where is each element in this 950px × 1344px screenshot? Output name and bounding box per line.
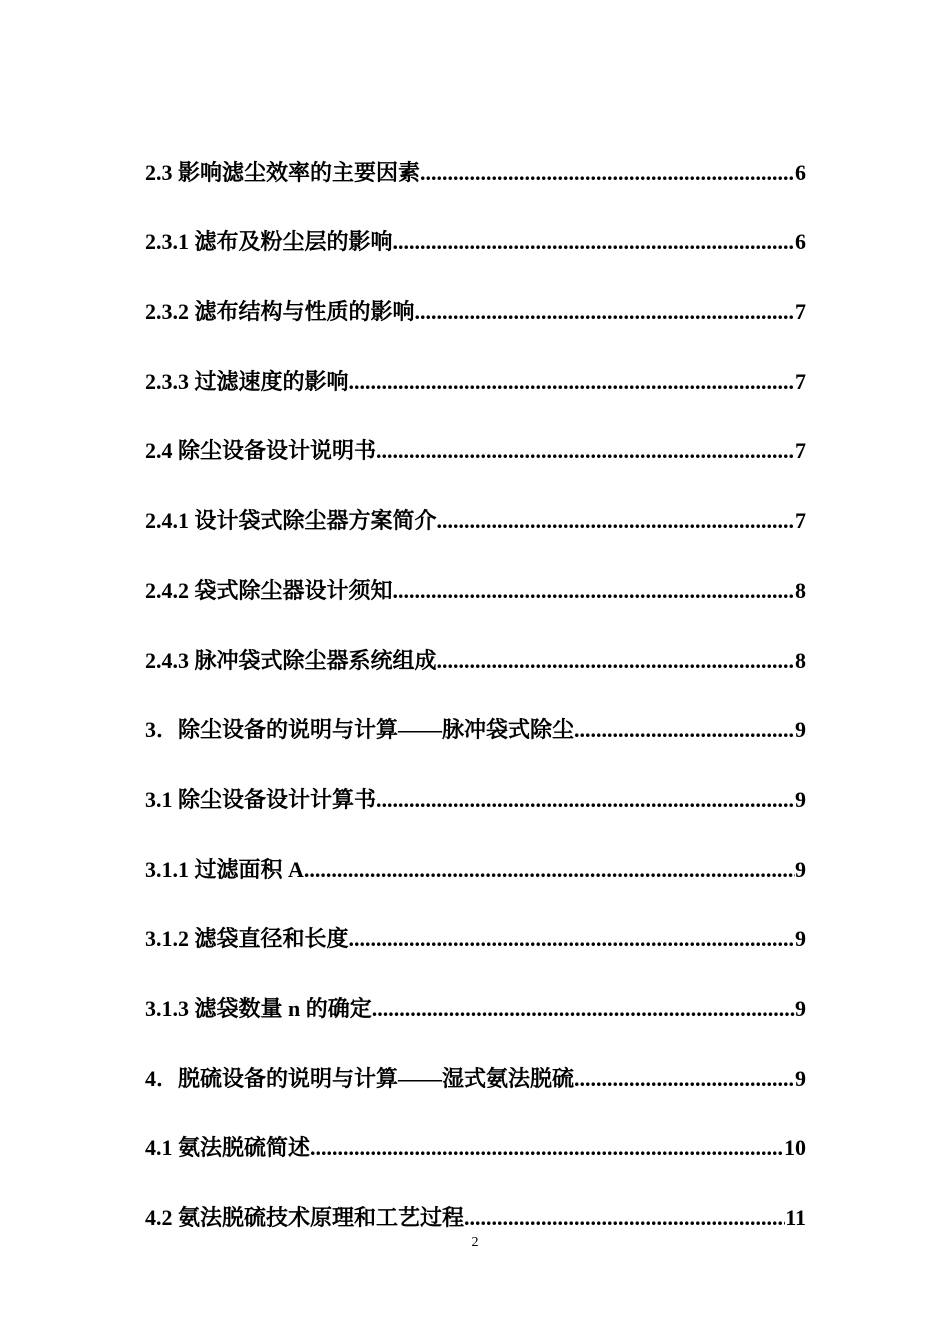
toc-entry-label: 3.1.3 滤袋数量 n 的确定 (145, 995, 372, 1021)
page-number: 2 (471, 1235, 479, 1250)
toc-entry-page: 11 (785, 1205, 806, 1230)
toc-entry-label: 2.4 除尘设备设计说明书 (145, 438, 377, 464)
toc-entry-2-4[interactable] (145, 397, 806, 467)
toc-entry-2-3-1[interactable] (145, 188, 806, 258)
toc-leader-dots (349, 371, 795, 393)
toc-entry-label: 2.3.1 滤布及粉尘层的影响 (145, 229, 393, 255)
toc-entry-label: 4.2 氨法脱硫技术原理和工艺过程 (145, 1205, 465, 1230)
toc-entry-label: 3.1.1 过滤面积 A (145, 856, 304, 882)
toc-leader-dots (349, 928, 795, 950)
table-of-contents (145, 118, 806, 1233)
toc-leader-dots (376, 440, 795, 462)
toc-entry-page: 8 (795, 577, 806, 603)
toc-entry-page: 8 (795, 647, 806, 673)
toc-entry-page: 6 (795, 159, 806, 185)
toc-entry-3-1-1[interactable] (145, 815, 806, 885)
toc-entry-page: 9 (795, 1065, 806, 1091)
toc-entry-2-4-3[interactable] (145, 606, 806, 676)
toc-entry-label: 3.1 除尘设备设计计算书 (145, 786, 377, 812)
toc-entry-3-1-3[interactable] (145, 954, 806, 1024)
toc-entry-label: 2.4.2 袋式除尘器设计须知 (145, 577, 393, 603)
toc-entry-4-1[interactable] (145, 1094, 806, 1164)
toc-entry-page: 9 (795, 786, 806, 812)
toc-leader-dots (437, 650, 795, 672)
toc-entry-page: 7 (795, 438, 806, 464)
toc-leader-dots (393, 231, 795, 253)
toc-entry-label: 2.3.2 滤布结构与性质的影响 (145, 299, 415, 325)
toc-entry-2-4-2[interactable] (145, 536, 806, 606)
toc-entry-label: 2.4.1 设计袋式除尘器方案简介 (145, 508, 437, 534)
toc-entry-page: 7 (795, 508, 806, 534)
toc-leader-dots (415, 301, 795, 323)
toc-leader-dots (574, 1068, 795, 1090)
toc-leader-dots (304, 859, 795, 881)
toc-leader-dots (464, 1207, 785, 1229)
toc-entry-label: 4.1 氨法脱硫简述 (145, 1135, 311, 1161)
toc-entry-2-3-3[interactable] (145, 327, 806, 397)
toc-leader-dots (437, 510, 795, 532)
toc-leader-dots (310, 1137, 784, 1159)
toc-entry-3-1-2[interactable] (145, 885, 806, 955)
toc-entry-label: 4．脱硫设备的说明与计算——湿式氨法脱硫 (145, 1065, 575, 1091)
toc-entry-page: 9 (795, 926, 806, 952)
toc-entry-page: 9 (795, 717, 806, 743)
toc-entry-page: 9 (795, 856, 806, 882)
toc-entry-2-3[interactable] (145, 118, 806, 188)
toc-entry-label: 2.4.3 脉冲袋式除尘器系统组成 (145, 647, 437, 673)
toc-entry-page: 6 (795, 229, 806, 255)
toc-leader-dots (393, 580, 795, 602)
toc-entry-page: 9 (795, 995, 806, 1021)
toc-leader-dots (574, 719, 795, 741)
toc-leader-dots (372, 998, 795, 1020)
toc-entry-2-3-2[interactable] (145, 257, 806, 327)
toc-entry-page: 7 (795, 299, 806, 325)
toc-entry-label: 2.3.3 过滤速度的影响 (145, 368, 349, 394)
toc-entry-page: 7 (795, 368, 806, 394)
toc-entry-4[interactable] (145, 1024, 806, 1094)
toc-entry-4-2[interactable] (145, 1163, 806, 1233)
toc-leader-dots (420, 162, 795, 184)
toc-entry-label: 3．除尘设备的说明与计算——脉冲袋式除尘 (145, 717, 575, 743)
toc-entry-3-1[interactable] (145, 745, 806, 815)
toc-entry-label: 3.1.2 滤袋直径和长度 (145, 926, 349, 952)
toc-entry-page: 10 (784, 1135, 806, 1161)
toc-entry-2-4-1[interactable] (145, 466, 806, 536)
toc-leader-dots (376, 789, 795, 811)
toc-entry-3[interactable] (145, 676, 806, 746)
toc-entry-label: 2.3 影响滤尘效率的主要因素 (145, 159, 421, 185)
